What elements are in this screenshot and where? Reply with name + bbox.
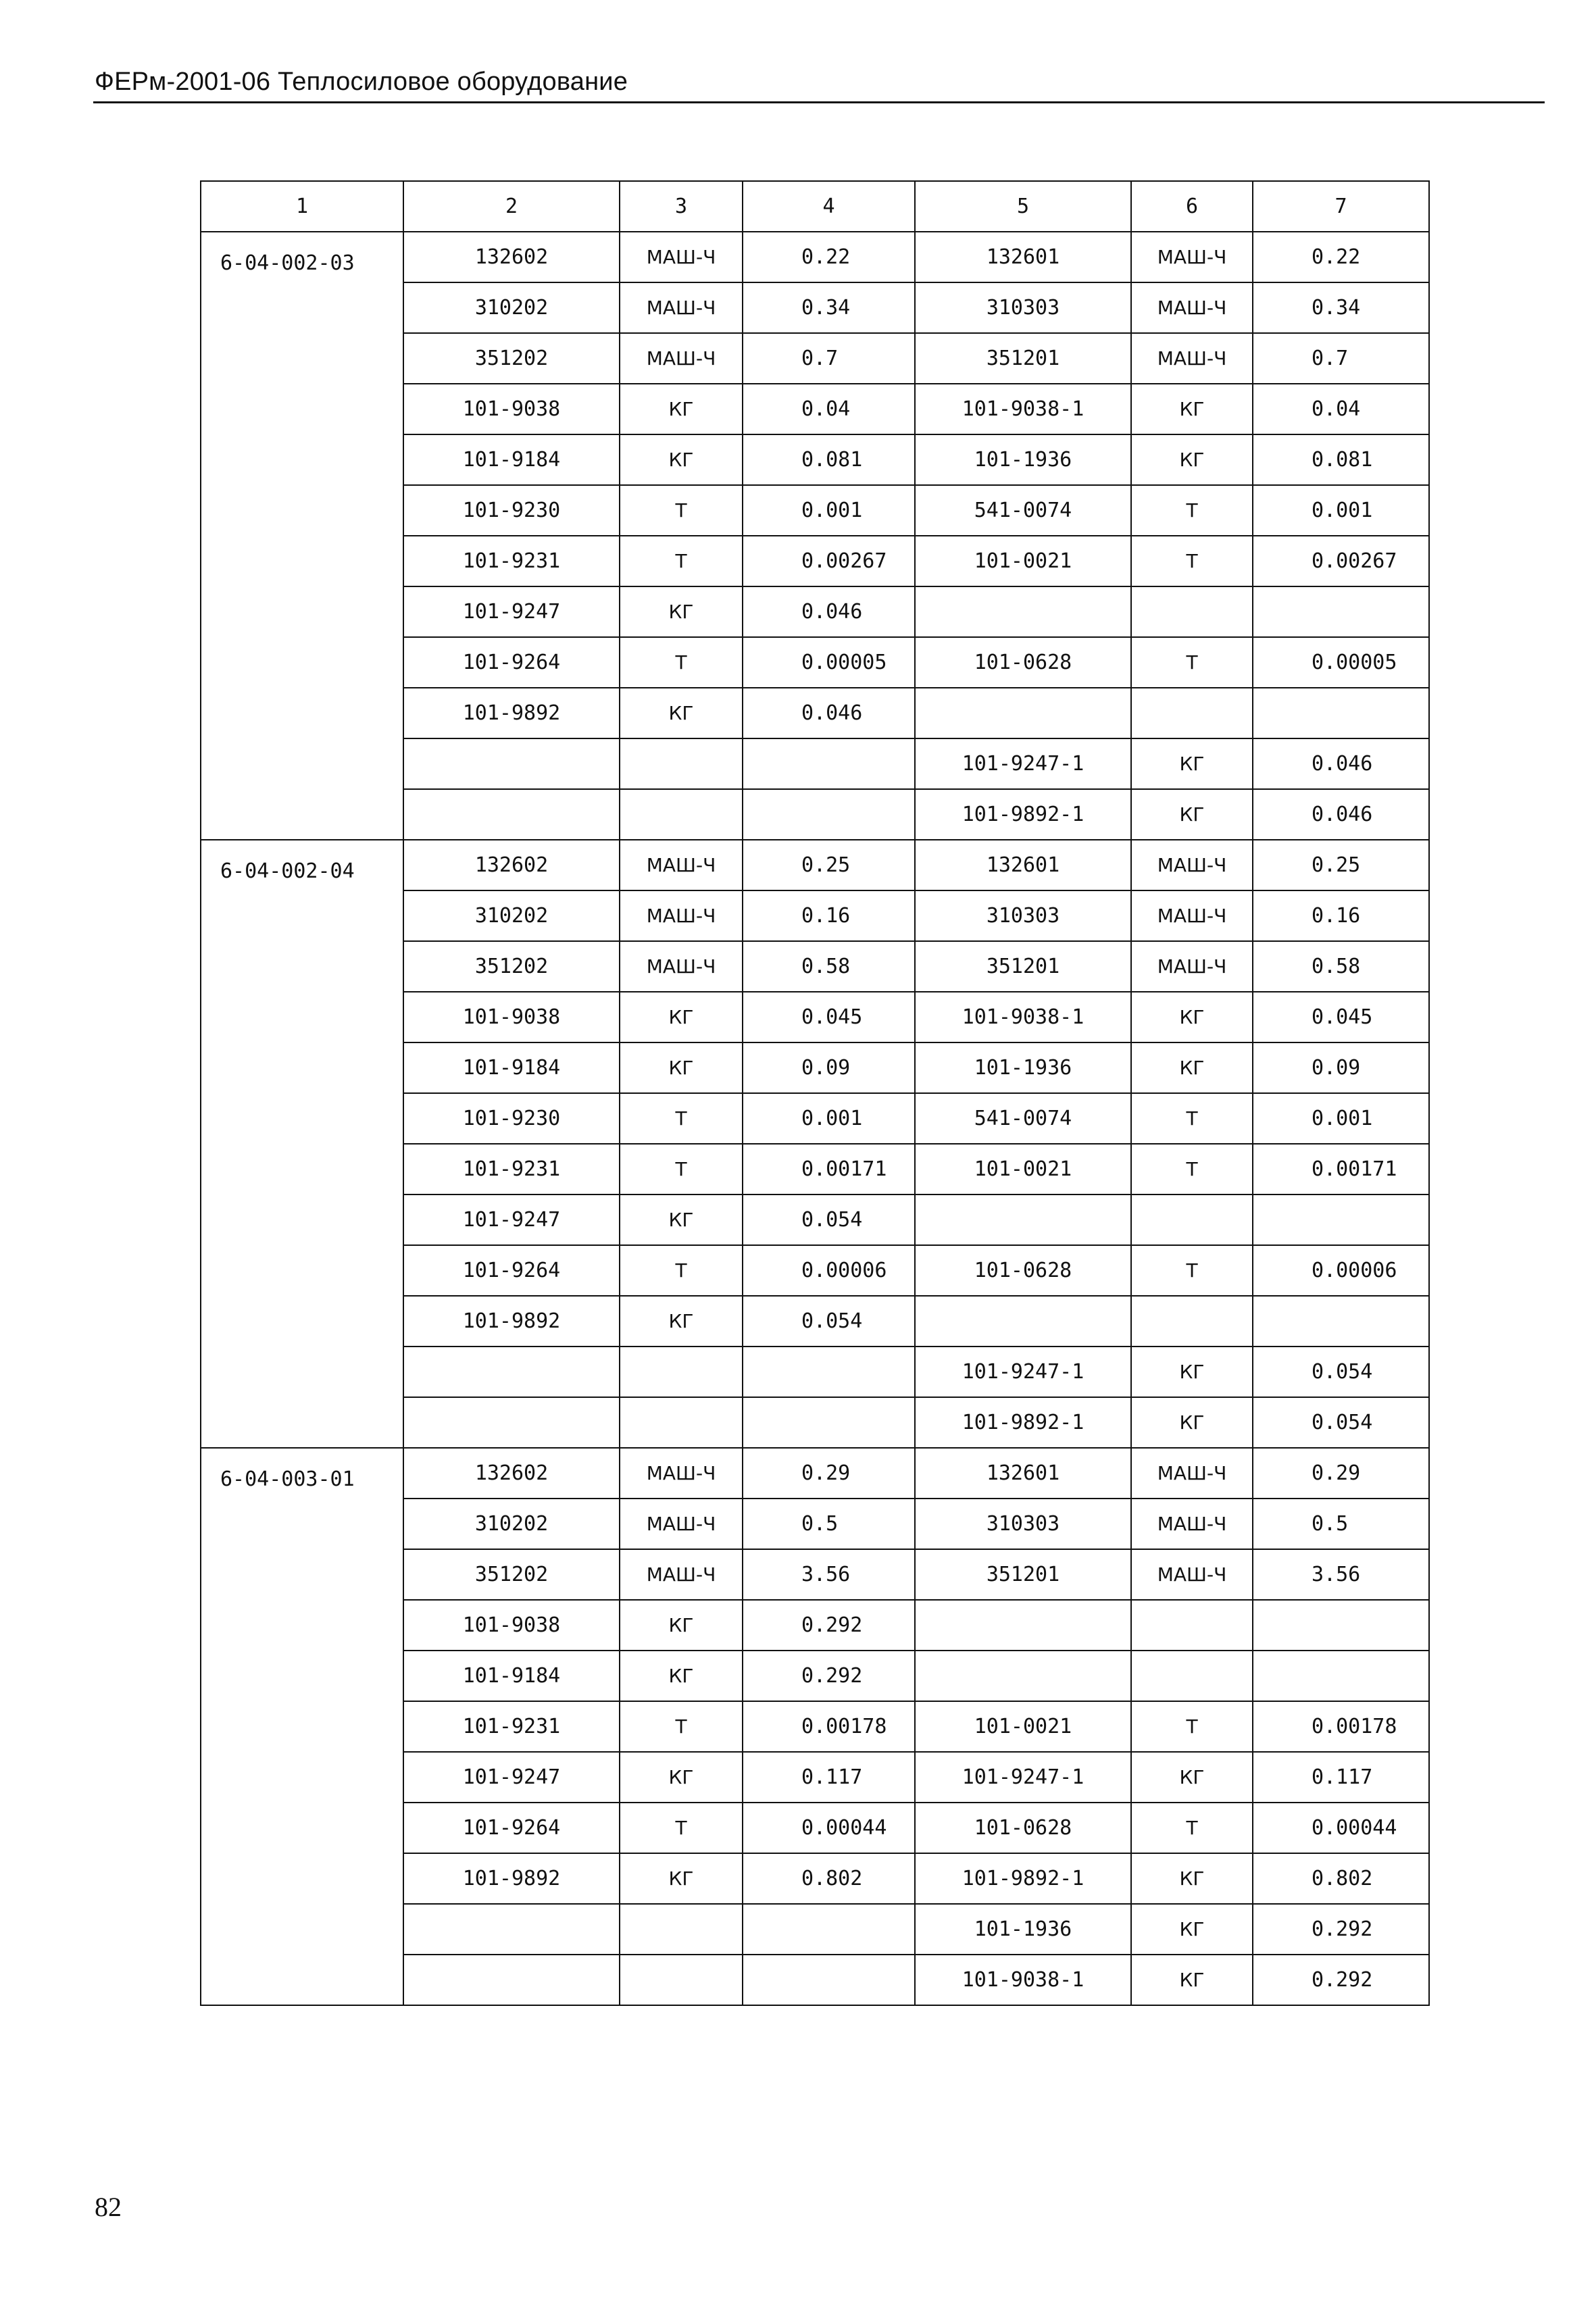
table-cell: Т bbox=[1131, 1093, 1253, 1144]
table-cell: 0.001 bbox=[1253, 1093, 1429, 1144]
table-cell: 0.046 bbox=[743, 586, 915, 637]
table-cell: МАШ-Ч bbox=[1131, 1549, 1253, 1600]
table-cell: КГ bbox=[620, 1651, 743, 1701]
table-cell: КГ bbox=[620, 384, 743, 434]
table-cell bbox=[620, 1904, 743, 1955]
column-header: 2 bbox=[403, 181, 620, 232]
table-cell: КГ bbox=[620, 992, 743, 1042]
table-cell: 0.25 bbox=[743, 840, 915, 890]
table-cell: 0.29 bbox=[743, 1448, 915, 1499]
table-cell: КГ bbox=[1131, 434, 1253, 485]
table-cell: МАШ-Ч bbox=[1131, 890, 1253, 941]
table-cell: 0.16 bbox=[743, 890, 915, 941]
table-cell: 0.292 bbox=[743, 1600, 915, 1651]
table-cell: 101-9231 bbox=[403, 1144, 620, 1194]
table-cell: 101-9038 bbox=[403, 384, 620, 434]
table-cell: КГ bbox=[620, 434, 743, 485]
table-cell: 101-9247-1 bbox=[915, 1347, 1131, 1397]
table-cell: МАШ-Ч bbox=[1131, 1499, 1253, 1549]
table-cell: МАШ-Ч bbox=[620, 840, 743, 890]
table-cell bbox=[743, 1397, 915, 1448]
table-cell: 101-9892-1 bbox=[915, 1397, 1131, 1448]
table-cell bbox=[1253, 688, 1429, 738]
table-cell: 0.09 bbox=[743, 1042, 915, 1093]
table-cell: МАШ-Ч bbox=[1131, 941, 1253, 992]
table-cell bbox=[915, 586, 1131, 637]
table-cell: 0.054 bbox=[1253, 1347, 1429, 1397]
table-cell bbox=[620, 1347, 743, 1397]
table-cell bbox=[915, 1296, 1131, 1347]
table-cell: 101-9264 bbox=[403, 1245, 620, 1296]
table-cell: 101-0628 bbox=[915, 1245, 1131, 1296]
table-cell bbox=[1253, 1651, 1429, 1701]
table-cell: 0.34 bbox=[1253, 282, 1429, 333]
table-cell: Т bbox=[1131, 637, 1253, 688]
table-cell: 0.001 bbox=[743, 485, 915, 536]
table-cell: МАШ-Ч bbox=[1131, 840, 1253, 890]
table-cell: 101-9231 bbox=[403, 536, 620, 586]
table-cell: 0.7 bbox=[1253, 333, 1429, 384]
table-cell: 101-9247 bbox=[403, 586, 620, 637]
table-cell: 101-9038-1 bbox=[915, 1955, 1131, 2005]
table-cell: МАШ-Ч bbox=[620, 333, 743, 384]
table-cell: МАШ-Ч bbox=[1131, 282, 1253, 333]
column-header: 4 bbox=[743, 181, 915, 232]
table-cell: 101-1936 bbox=[915, 1904, 1131, 1955]
table-cell bbox=[743, 1904, 915, 1955]
table-cell: 101-9247-1 bbox=[915, 1752, 1131, 1803]
table-cell: 0.802 bbox=[1253, 1853, 1429, 1904]
table-cell: 101-9230 bbox=[403, 1093, 620, 1144]
table-cell: 0.5 bbox=[743, 1499, 915, 1549]
table-cell: 101-0021 bbox=[915, 1701, 1131, 1752]
table-cell: 351202 bbox=[403, 941, 620, 992]
table-cell: МАШ-Ч bbox=[1131, 1448, 1253, 1499]
table-cell: Т bbox=[620, 1093, 743, 1144]
table-cell: 101-0021 bbox=[915, 1144, 1131, 1194]
table-cell: 101-9247-1 bbox=[915, 738, 1131, 789]
table-cell: Т bbox=[620, 1144, 743, 1194]
table-body bbox=[201, 232, 1429, 2005]
table-cell: МАШ-Ч bbox=[620, 1549, 743, 1600]
table-cell: Т bbox=[620, 1245, 743, 1296]
table-cell: 101-9892-1 bbox=[915, 789, 1131, 840]
table-cell bbox=[620, 738, 743, 789]
table-cell: 0.00171 bbox=[1253, 1144, 1429, 1194]
table-cell: КГ bbox=[1131, 992, 1253, 1042]
page-number: 82 bbox=[95, 2192, 122, 2222]
table-cell: МАШ-Ч bbox=[620, 282, 743, 333]
table-cell: 541-0074 bbox=[915, 485, 1131, 536]
table-cell: КГ bbox=[620, 1042, 743, 1093]
table-cell: 101-9247 bbox=[403, 1194, 620, 1245]
table-cell: 0.00005 bbox=[743, 637, 915, 688]
rate-code-cell: 6-04-002-04 bbox=[201, 840, 403, 1448]
table-cell: 0.292 bbox=[743, 1651, 915, 1701]
table-cell: 101-1936 bbox=[915, 1042, 1131, 1093]
column-header: 6 bbox=[1131, 181, 1253, 232]
table-cell: 310202 bbox=[403, 1499, 620, 1549]
table-cell: 132601 bbox=[915, 1448, 1131, 1499]
table-cell: Т bbox=[620, 536, 743, 586]
table-cell bbox=[915, 1600, 1131, 1651]
column-header: 5 bbox=[915, 181, 1131, 232]
table-cell: 0.00171 bbox=[743, 1144, 915, 1194]
table-cell bbox=[1253, 1296, 1429, 1347]
table-cell: 310202 bbox=[403, 282, 620, 333]
table-cell bbox=[403, 1397, 620, 1448]
table-cell: 0.34 bbox=[743, 282, 915, 333]
table-cell: 0.00178 bbox=[743, 1701, 915, 1752]
table-cell: 310202 bbox=[403, 890, 620, 941]
table-cell: 0.7 bbox=[743, 333, 915, 384]
table-cell: 101-9038 bbox=[403, 1600, 620, 1651]
table-cell: Т bbox=[1131, 1245, 1253, 1296]
table-cell: МАШ-Ч bbox=[1131, 232, 1253, 282]
table-cell: 0.09 bbox=[1253, 1042, 1429, 1093]
table-cell: 0.046 bbox=[1253, 789, 1429, 840]
table-cell: 0.00005 bbox=[1253, 637, 1429, 688]
table-row bbox=[201, 232, 1429, 282]
table-cell bbox=[620, 789, 743, 840]
table-cell: 0.22 bbox=[1253, 232, 1429, 282]
table-cell: 101-9230 bbox=[403, 485, 620, 536]
table-cell: КГ bbox=[620, 1853, 743, 1904]
table-cell: КГ bbox=[620, 1194, 743, 1245]
table-cell: 101-1936 bbox=[915, 434, 1131, 485]
table-cell: КГ bbox=[1131, 738, 1253, 789]
table-cell: КГ bbox=[1131, 384, 1253, 434]
table-cell: 101-9892 bbox=[403, 1296, 620, 1347]
table-cell: 0.081 bbox=[1253, 434, 1429, 485]
table-cell bbox=[1253, 1600, 1429, 1651]
resource-table bbox=[200, 180, 1430, 2006]
table-cell: 0.081 bbox=[743, 434, 915, 485]
table-cell: МАШ-Ч bbox=[620, 941, 743, 992]
table-cell: КГ bbox=[1131, 1904, 1253, 1955]
table-cell: 132602 bbox=[403, 232, 620, 282]
table-cell: 0.00044 bbox=[1253, 1803, 1429, 1853]
table-cell: 132601 bbox=[915, 840, 1131, 890]
table-cell: Т bbox=[620, 485, 743, 536]
table-cell: КГ bbox=[1131, 1752, 1253, 1803]
table-cell: 351201 bbox=[915, 333, 1131, 384]
table-cell bbox=[620, 1397, 743, 1448]
table-cell: КГ bbox=[620, 1296, 743, 1347]
table-cell bbox=[1253, 586, 1429, 637]
table-cell: КГ bbox=[1131, 1853, 1253, 1904]
table-cell: Т bbox=[620, 1701, 743, 1752]
table-cell: 0.117 bbox=[743, 1752, 915, 1803]
table-cell: 0.58 bbox=[743, 941, 915, 992]
column-header: 7 bbox=[1253, 181, 1429, 232]
table-row bbox=[201, 840, 1429, 890]
table-cell: 101-9264 bbox=[403, 637, 620, 688]
table-cell bbox=[743, 738, 915, 789]
table-cell bbox=[1131, 1296, 1253, 1347]
table-cell bbox=[1131, 586, 1253, 637]
table-cell: МАШ-Ч bbox=[620, 1448, 743, 1499]
table-cell: 0.00006 bbox=[1253, 1245, 1429, 1296]
table-cell bbox=[620, 1955, 743, 2005]
table-cell: 0.001 bbox=[743, 1093, 915, 1144]
table-cell bbox=[1131, 688, 1253, 738]
table-cell: 0.054 bbox=[1253, 1397, 1429, 1448]
table-cell: МАШ-Ч bbox=[620, 232, 743, 282]
table-cell bbox=[1131, 1600, 1253, 1651]
table-cell: 351201 bbox=[915, 1549, 1131, 1600]
table-cell: 0.00044 bbox=[743, 1803, 915, 1853]
table-cell: 101-9892 bbox=[403, 1853, 620, 1904]
table-cell: Т bbox=[1131, 1803, 1253, 1853]
table-cell: 0.046 bbox=[743, 688, 915, 738]
table-cell: 351201 bbox=[915, 941, 1131, 992]
table-cell: 101-9184 bbox=[403, 434, 620, 485]
table-cell bbox=[1253, 1194, 1429, 1245]
table-cell: МАШ-Ч bbox=[1131, 333, 1253, 384]
table-cell: 101-9038 bbox=[403, 992, 620, 1042]
page-header-title: ФЕРм-2001-06 Теплосиловое оборудование bbox=[95, 68, 628, 96]
table-cell: 101-9247 bbox=[403, 1752, 620, 1803]
table-cell: 0.00267 bbox=[743, 536, 915, 586]
table-cell: 101-0628 bbox=[915, 637, 1131, 688]
table-cell: 351202 bbox=[403, 1549, 620, 1600]
table-cell: 0.04 bbox=[743, 384, 915, 434]
table-row bbox=[201, 1448, 1429, 1499]
table-cell bbox=[743, 1955, 915, 2005]
table-cell: 0.29 bbox=[1253, 1448, 1429, 1499]
table-cell: 132602 bbox=[403, 840, 620, 890]
table-cell: 0.25 bbox=[1253, 840, 1429, 890]
table-cell bbox=[743, 1347, 915, 1397]
table-cell bbox=[403, 1955, 620, 2005]
table-cell: 0.001 bbox=[1253, 485, 1429, 536]
table-cell: КГ bbox=[1131, 1042, 1253, 1093]
table-cell: 132602 bbox=[403, 1448, 620, 1499]
table-cell: 0.22 bbox=[743, 232, 915, 282]
table-cell: КГ bbox=[1131, 789, 1253, 840]
table-cell: Т bbox=[1131, 536, 1253, 586]
table-cell: 101-9184 bbox=[403, 1042, 620, 1093]
table-cell bbox=[403, 738, 620, 789]
table-cell: 0.58 bbox=[1253, 941, 1429, 992]
table-cell: КГ bbox=[620, 1600, 743, 1651]
table-cell: 101-9264 bbox=[403, 1803, 620, 1853]
table-cell: КГ bbox=[1131, 1955, 1253, 2005]
table-cell: 310303 bbox=[915, 890, 1131, 941]
table-cell: МАШ-Ч bbox=[620, 1499, 743, 1549]
table-cell: 0.046 bbox=[1253, 738, 1429, 789]
table-cell: 0.292 bbox=[1253, 1904, 1429, 1955]
table-cell: 101-0628 bbox=[915, 1803, 1131, 1853]
table-cell bbox=[403, 1347, 620, 1397]
table-cell: 101-9038-1 bbox=[915, 992, 1131, 1042]
table-cell: 3.56 bbox=[743, 1549, 915, 1600]
table-cell: 310303 bbox=[915, 1499, 1131, 1549]
table-cell: Т bbox=[620, 1803, 743, 1853]
table-cell bbox=[915, 1651, 1131, 1701]
table-cell: 0.292 bbox=[1253, 1955, 1429, 2005]
table-cell: 101-0021 bbox=[915, 536, 1131, 586]
table-cell bbox=[1131, 1651, 1253, 1701]
table-cell bbox=[915, 1194, 1131, 1245]
table-cell: 541-0074 bbox=[915, 1093, 1131, 1144]
table-cell: 101-9231 bbox=[403, 1701, 620, 1752]
table-cell: Т bbox=[1131, 485, 1253, 536]
table-cell: 101-9892 bbox=[403, 688, 620, 738]
table-cell: 0.5 bbox=[1253, 1499, 1429, 1549]
table-cell: 0.117 bbox=[1253, 1752, 1429, 1803]
table-cell: КГ bbox=[620, 586, 743, 637]
header-rule bbox=[93, 101, 1545, 103]
table-cell: 0.054 bbox=[743, 1194, 915, 1245]
table-cell: Т bbox=[620, 637, 743, 688]
table-cell: 3.56 bbox=[1253, 1549, 1429, 1600]
table-cell: КГ bbox=[1131, 1397, 1253, 1448]
table-cell: 101-9184 bbox=[403, 1651, 620, 1701]
table-cell bbox=[403, 789, 620, 840]
table-cell: 0.04 bbox=[1253, 384, 1429, 434]
table-cell bbox=[743, 789, 915, 840]
table-cell: 0.054 bbox=[743, 1296, 915, 1347]
table-cell: 351202 bbox=[403, 333, 620, 384]
table-cell: 0.00267 bbox=[1253, 536, 1429, 586]
table-cell: 132601 bbox=[915, 232, 1131, 282]
table-cell: МАШ-Ч bbox=[620, 890, 743, 941]
table-cell: 310303 bbox=[915, 282, 1131, 333]
table-cell: КГ bbox=[620, 688, 743, 738]
column-header: 3 bbox=[620, 181, 743, 232]
table-cell: Т bbox=[1131, 1701, 1253, 1752]
rate-code-cell: 6-04-003-01 bbox=[201, 1448, 403, 2005]
table-header-row bbox=[201, 181, 1429, 232]
table-cell: 0.045 bbox=[1253, 992, 1429, 1042]
table-cell bbox=[1131, 1194, 1253, 1245]
table-cell: КГ bbox=[1131, 1347, 1253, 1397]
table-cell: 101-9038-1 bbox=[915, 384, 1131, 434]
table-cell: 0.16 bbox=[1253, 890, 1429, 941]
table-cell bbox=[915, 688, 1131, 738]
column-header: 1 bbox=[201, 181, 403, 232]
table-cell: 101-9892-1 bbox=[915, 1853, 1131, 1904]
table-cell: Т bbox=[1131, 1144, 1253, 1194]
table-cell bbox=[403, 1904, 620, 1955]
table-cell: 0.00006 bbox=[743, 1245, 915, 1296]
rate-code-cell: 6-04-002-03 bbox=[201, 232, 403, 840]
table-cell: 0.045 bbox=[743, 992, 915, 1042]
table-cell: 0.802 bbox=[743, 1853, 915, 1904]
table-cell: КГ bbox=[620, 1752, 743, 1803]
table-cell: 0.00178 bbox=[1253, 1701, 1429, 1752]
